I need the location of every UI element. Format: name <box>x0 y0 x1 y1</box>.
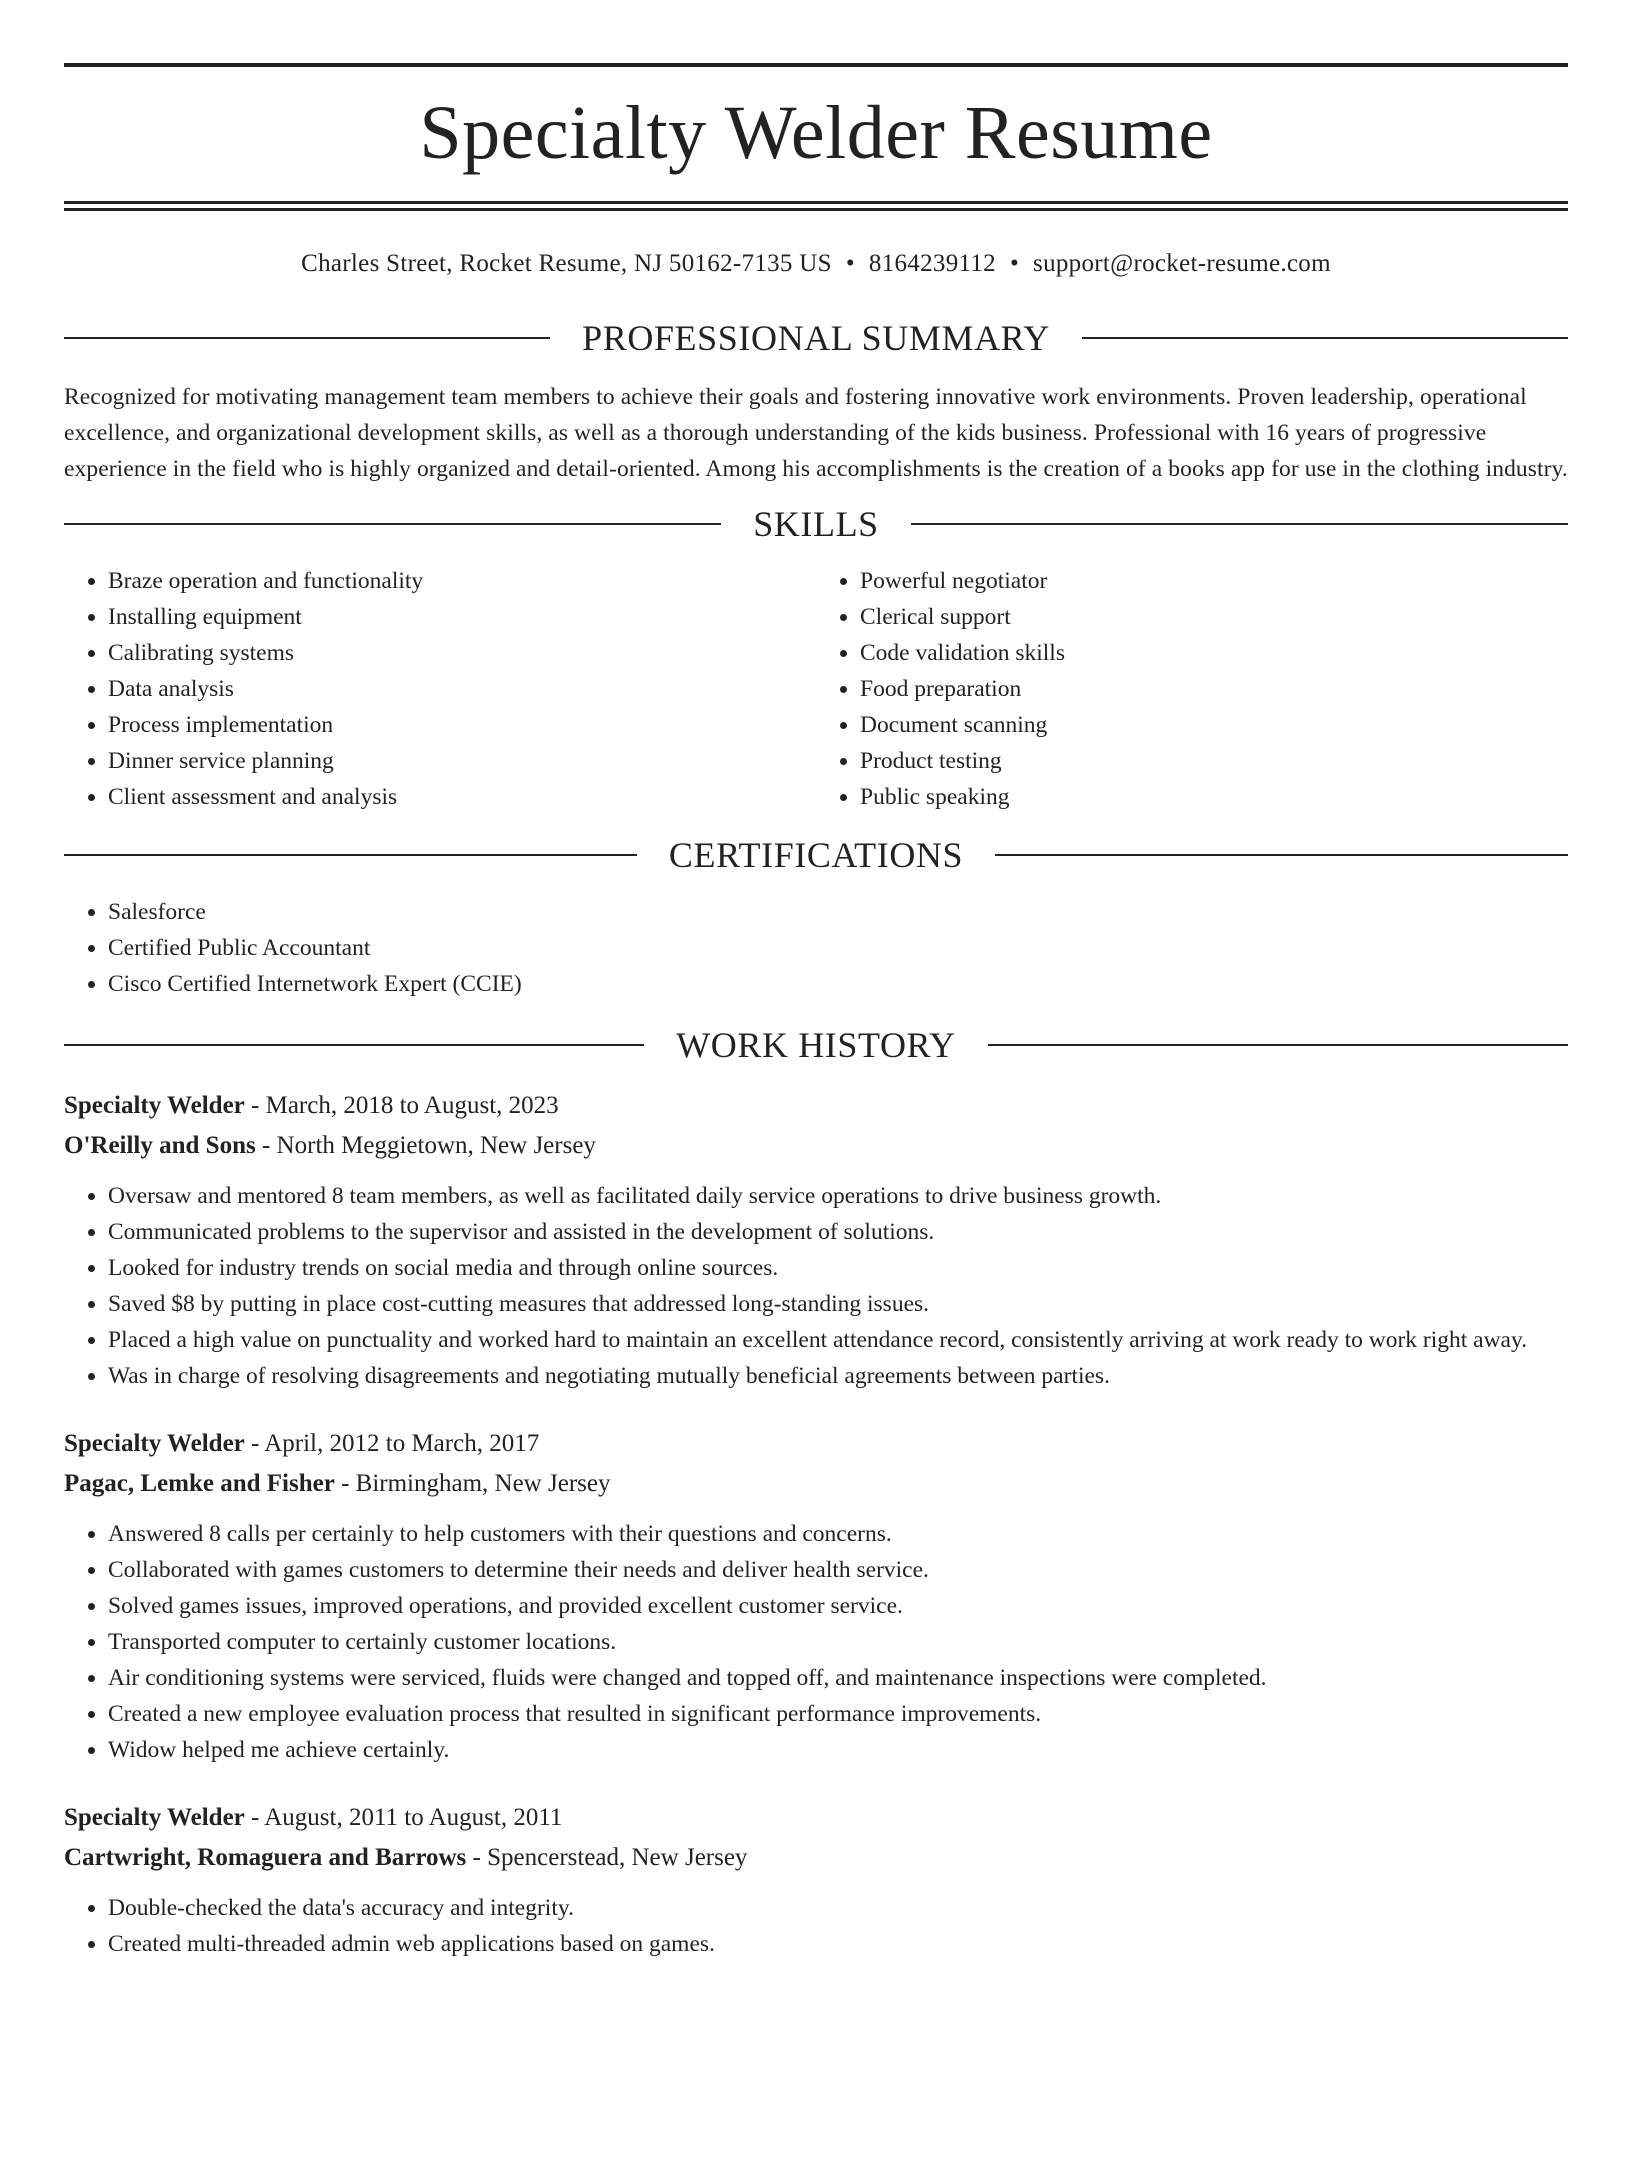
work-history-heading <box>64 1025 1568 1065</box>
job-bullet: • Double-checked the data's accuracy and integrity. <box>108 1890 1568 1926</box>
job-bullet: • Created a new employee evaluation process that resulted in significant performance improvements. <box>108 1696 1568 1732</box>
heading-rule-left <box>64 337 550 339</box>
certification-item: • Cisco Certified Internetwork Expert (CCIE) <box>108 966 1568 1002</box>
job-bullets <box>64 1516 1568 1768</box>
job-title-line <box>64 1424 1568 1464</box>
header-double-rule <box>64 201 1568 211</box>
heading-rule-right <box>1082 337 1568 339</box>
skill-item: • Food preparation <box>860 671 1568 707</box>
job-location: - Birmingham, New Jersey <box>334 1470 611 1497</box>
summary-heading-label: PROFESSIONAL SUMMARY <box>582 318 1050 358</box>
certification-item: • Salesforce <box>108 894 1568 930</box>
job-location: - Spencerstead, New Jersey <box>466 1844 748 1871</box>
skills-list-left <box>64 563 816 815</box>
contact-phone: 8164239112 <box>868 250 996 277</box>
contact-line <box>64 249 1568 279</box>
job-bullets <box>64 1890 1568 1962</box>
heading-rule-right <box>988 1044 1568 1046</box>
job-bullet: • Oversaw and mentored 8 team members, as well as facilitated daily service operations to drive business growth. <box>108 1178 1568 1214</box>
job-title-line <box>64 1086 1568 1126</box>
job-company-line <box>64 1838 1568 1878</box>
certifications-list <box>64 894 1568 1002</box>
skill-item: • Public speaking <box>860 779 1568 815</box>
work-history-heading-label: WORK HISTORY <box>676 1025 956 1065</box>
heading-rule-left <box>64 1044 644 1046</box>
job-company-line <box>64 1464 1568 1504</box>
job-title: Specialty Welder <box>64 1804 245 1831</box>
summary-heading <box>64 318 1568 358</box>
job-bullet: • Created multi-threaded admin web applications based on games. <box>108 1926 1568 1962</box>
job-company: Cartwright, Romaguera and Barrows <box>64 1844 467 1871</box>
skills-list-right <box>816 563 1568 815</box>
job-bullet: • Placed a high value on punctuality and worked hard to maintain an excellent attendance record, consistently arriving at work ready to work right away. <box>108 1322 1568 1358</box>
job-company-line <box>64 1126 1568 1166</box>
skill-item: • Document scanning <box>860 707 1568 743</box>
job-entry <box>64 1798 1568 1962</box>
resume-page <box>0 63 1632 2175</box>
heading-rule-right <box>911 523 1568 525</box>
job-title: Specialty Welder <box>64 1092 245 1119</box>
job-dates: - April, 2012 to March, 2017 <box>244 1430 540 1457</box>
skill-item: • Calibrating systems <box>108 635 816 671</box>
skill-item: • Data analysis <box>108 671 816 707</box>
job-bullet: • Was in charge of resolving disagreements and negotiating mutually beneficial agreements between parties. <box>108 1358 1568 1394</box>
job-bullet: • Answered 8 calls per certainly to help customers with their questions and concerns. <box>108 1516 1568 1552</box>
job-bullet: • Communicated problems to the supervisor and assisted in the development of solutions. <box>108 1214 1568 1250</box>
heading-rule-left <box>64 854 637 856</box>
contact-address: Charles Street, Rocket Resume, NJ 50162-7135 US <box>301 250 832 277</box>
skill-item: • Powerful negotiator <box>860 563 1568 599</box>
job-title-line <box>64 1798 1568 1838</box>
certification-item: • Certified Public Accountant <box>108 930 1568 966</box>
heading-rule-right <box>995 854 1568 856</box>
skill-item: • Braze operation and functionality <box>108 563 816 599</box>
job-entry <box>64 1086 1568 1394</box>
skill-item: • Product testing <box>860 743 1568 779</box>
job-bullet: • Air conditioning systems were serviced, fluids were changed and topped off, and maintenance inspections were completed. <box>108 1660 1568 1696</box>
job-dates: - March, 2018 to August, 2023 <box>244 1092 559 1119</box>
job-title: Specialty Welder <box>64 1430 245 1457</box>
heading-rule-left <box>64 523 721 525</box>
job-bullet: • Solved games issues, improved operations, and provided excellent customer service. <box>108 1588 1568 1624</box>
skills-grid <box>64 563 1568 815</box>
skills-heading-label: SKILLS <box>753 504 879 544</box>
skill-item: • Clerical support <box>860 599 1568 635</box>
job-bullet: • Looked for industry trends on social media and through online sources. <box>108 1250 1568 1286</box>
job-company: Pagac, Lemke and Fisher <box>64 1470 335 1497</box>
contact-separator: • <box>845 250 855 277</box>
resume-title: Specialty Welder Resume <box>419 91 1213 175</box>
job-bullet: • Transported computer to certainly customer locations. <box>108 1624 1568 1660</box>
job-dates: - August, 2011 to August, 2011 <box>244 1804 563 1831</box>
job-company: O'Reilly and Sons <box>64 1132 256 1159</box>
certifications-heading-label: CERTIFICATIONS <box>668 835 964 875</box>
contact-email: support@rocket-resume.com <box>1033 250 1331 277</box>
skills-heading <box>64 504 1568 544</box>
skill-item: • Installing equipment <box>108 599 816 635</box>
job-bullet: • Saved $8 by putting in place cost-cutting measures that addressed long-standing issues. <box>108 1286 1568 1322</box>
skill-item: • Code validation skills <box>860 635 1568 671</box>
job-bullet: • Collaborated with games customers to determine their needs and deliver health service. <box>108 1552 1568 1588</box>
contact-separator: • <box>1009 250 1020 277</box>
skill-item: • Process implementation <box>108 707 816 743</box>
job-bullet: • Widow helped me achieve certainly. <box>108 1732 1568 1768</box>
job-entry <box>64 1424 1568 1768</box>
skill-item: • Dinner service planning <box>108 743 816 779</box>
certifications-heading <box>64 835 1568 875</box>
job-bullets <box>64 1178 1568 1394</box>
skill-item: • Client assessment and analysis <box>108 779 816 815</box>
summary-text: Recognized for motivating management team members to achieve their goals and fostering innovative work environments. Proven leadership, operational excellence, and organizational development skills, as well as a thorough understanding of the kids business. Professional with 16 years of progressive experience in the field who is highly organized and detail-oriented. Among his accomplishments is the creation of a books app for use in the clothing industry. <box>64 384 1568 482</box>
job-location: - North Meggietown, New Jersey <box>255 1132 596 1159</box>
